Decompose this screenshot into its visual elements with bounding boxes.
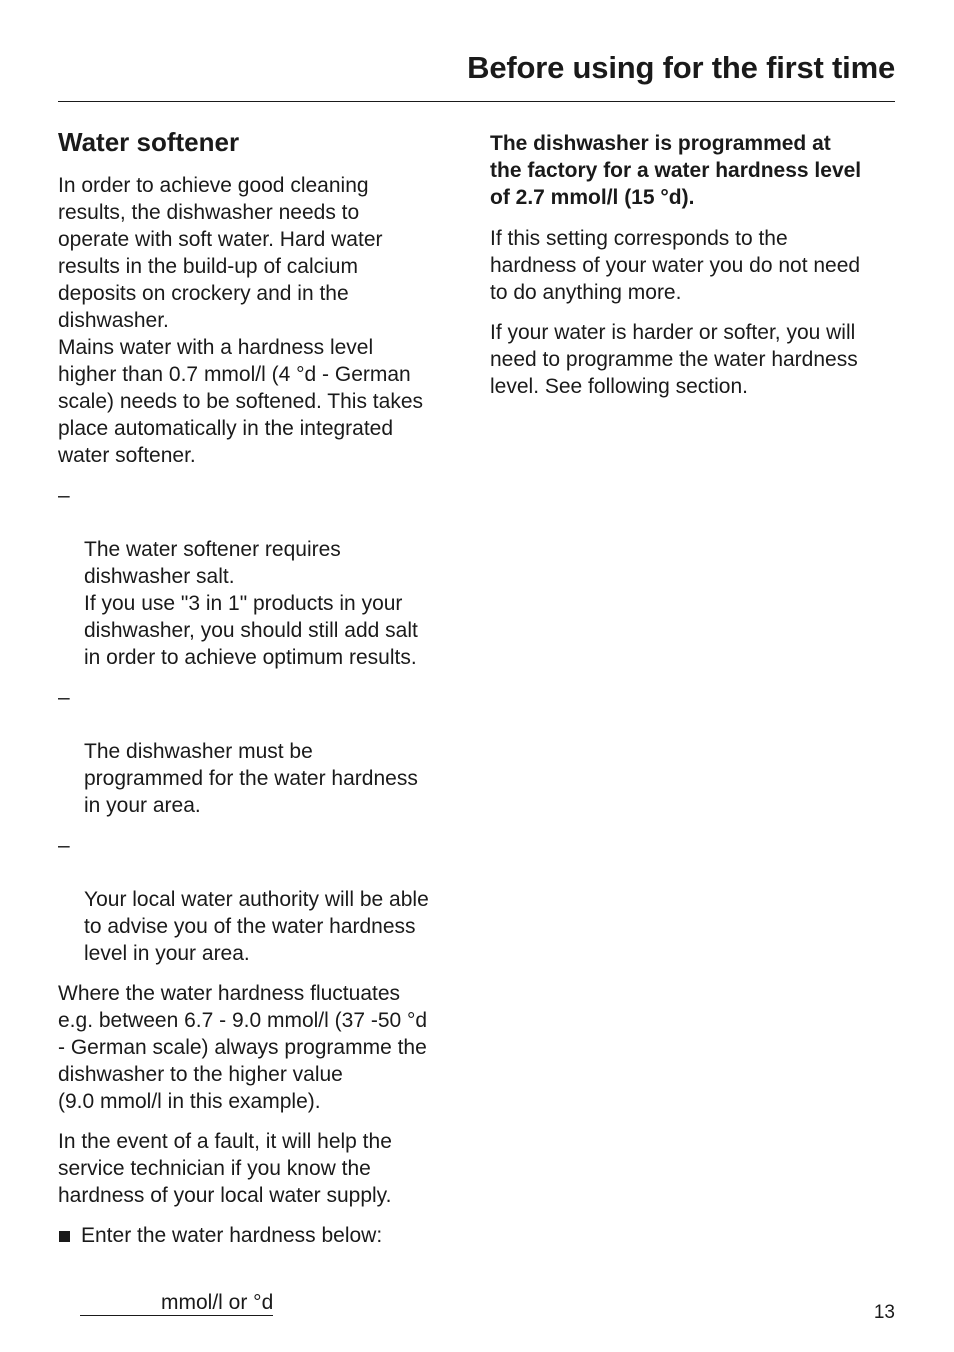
list-item — [58, 482, 468, 671]
setting-differs-paragraph: If your water is harder or softer, you will need to programme the water hardness level. See following section. — [490, 321, 858, 398]
setting-matches-paragraph: If this setting corresponds to the hardness of your water you do not need to do anything more. — [490, 227, 861, 304]
list-item — [58, 684, 468, 819]
fluctuation-paragraph: Where the water hardness fluctuates e.g. between 6.7 - 9.0 mmol/l (37 -50 °d - German scale) always programme the dishwasher to the higher value (9.0 mmol/l in this example). — [58, 982, 428, 1113]
intro-paragraph: In order to achieve good cleaning results, the dishwasher needs to operate with soft water. Hard water results in the build-up of calcium deposits on crockery and in the dishwasher. Mains water with a hardness level higher than 0.7 mmol/l (4 °d - German scale) needs to be softened. This takes place automatically in the integrated water softener. — [58, 174, 423, 467]
square-bullet-icon — [59, 1231, 70, 1242]
water-hardness-fill-in-line[interactable] — [80, 1290, 273, 1316]
right-column — [490, 130, 900, 413]
header-divider — [58, 101, 895, 102]
dash-bullet: – — [58, 484, 70, 507]
fault-paragraph: In the event of a fault, it will help the service technician if you know the hardness of your local water supply. — [58, 1130, 392, 1207]
page-title: Before using for the first time — [467, 50, 895, 85]
list-item-text: The water softener requires dishwasher salt. If you use "3 in 1" products in your dishwasher, you should still add salt in order to achieve optimum results. — [84, 538, 418, 669]
dash-bullet: – — [58, 686, 70, 709]
factory-setting-note: The dishwasher is programmed at the factory for a water hardness level of 2.7 mmol/l (15 °d). — [490, 132, 862, 209]
section-heading: Water softener — [58, 127, 240, 157]
dash-bullet: – — [58, 834, 70, 857]
list-item — [58, 832, 468, 967]
instruction-text: Enter the water hardness below: — [81, 1224, 383, 1247]
left-column — [58, 126, 468, 1316]
fill-in-unit-label: mmol/l or °d — [161, 1291, 274, 1314]
list-item-text: Your local water authority will be able to advise you of the water hardness level in your area. — [84, 888, 429, 965]
page-number: 13 — [873, 1302, 895, 1323]
list-item-text: The dishwasher must be programmed for the water hardness in your area. — [84, 740, 418, 817]
instruction-step — [58, 1222, 468, 1249]
